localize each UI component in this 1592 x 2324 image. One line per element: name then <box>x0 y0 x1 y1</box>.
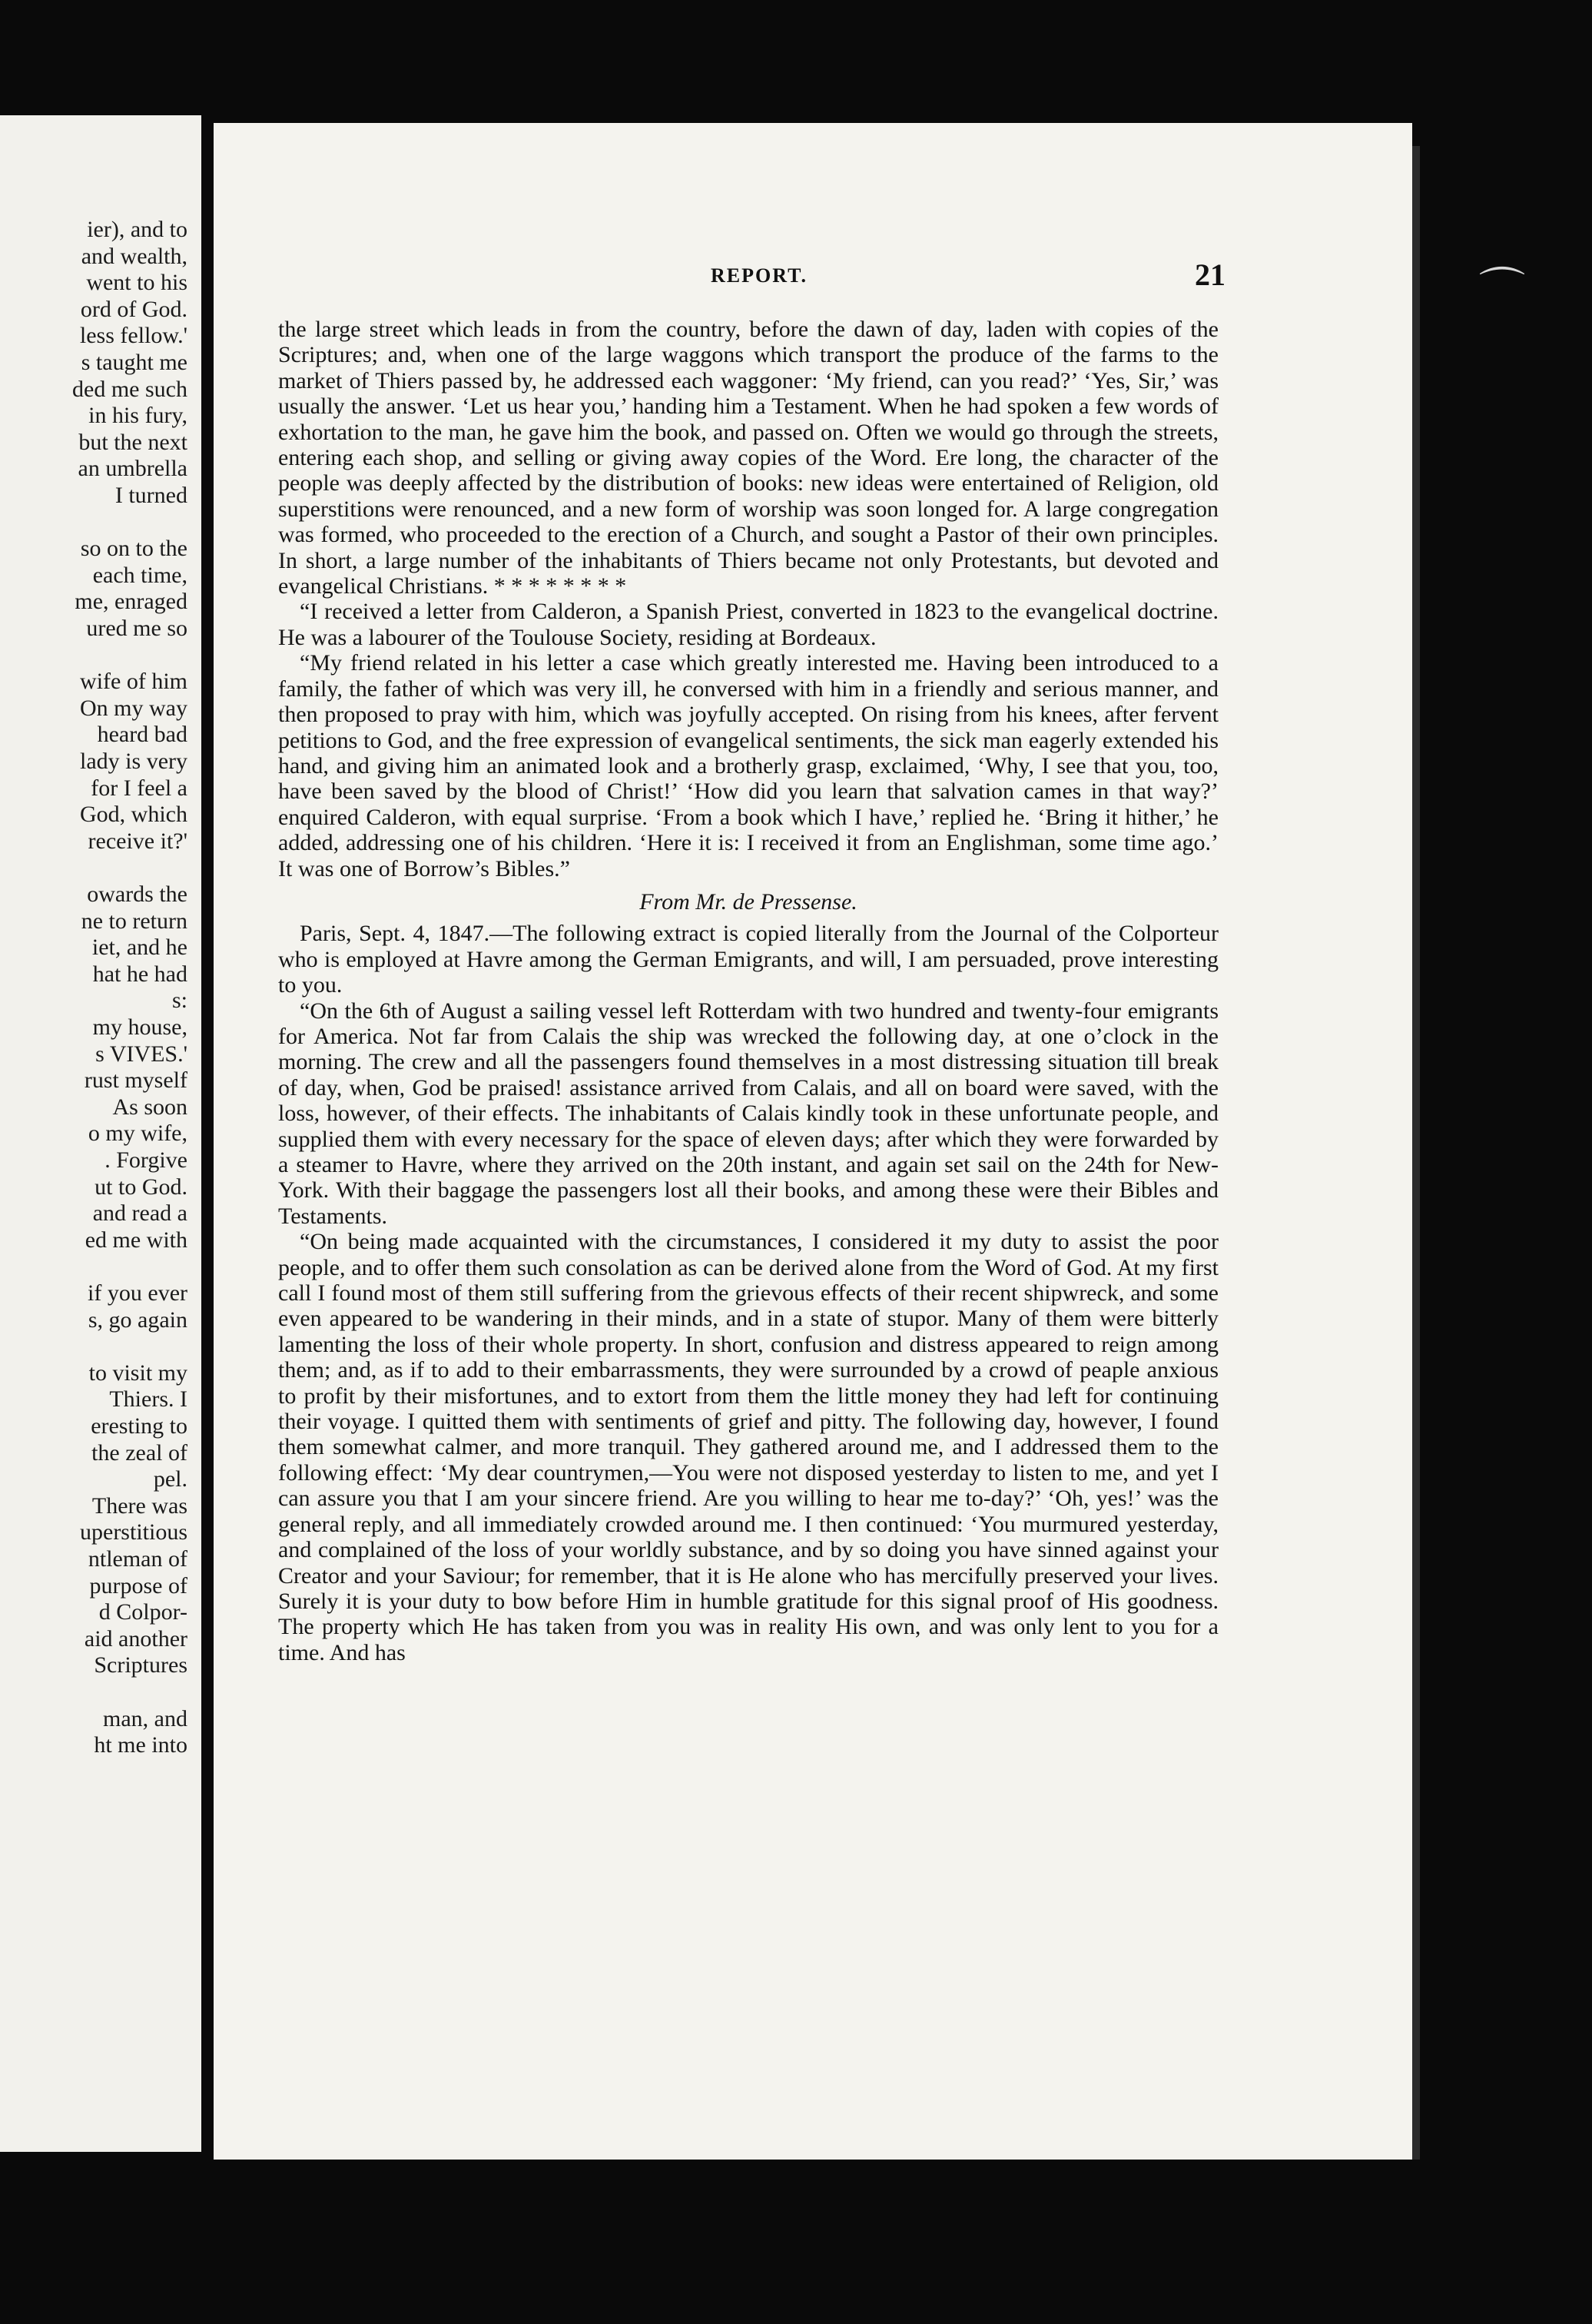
paragraph-calderon-letter: “I received a letter from Calderon, a Spanish Priest, converted in 1823 to the evangelical doctrine. He was a labourer of the Toulouse Society, residing at Bordeaux. <box>278 599 1219 650</box>
left-page-fragment <box>0 115 201 2152</box>
left-page-line: pel. <box>153 1466 187 1492</box>
left-page-line: wife of him <box>80 669 187 695</box>
paragraph-consolation: “On being made acquainted with the circumstances, I considered it my duty to assist the poor people, and to offer them such consolation as can be derived alone from the Word of God. At my first call I found most of them still suffering from the grievous effects of their recent shipwreck, and some even appeared to be wandering in their minds, and in a state of stupor. Many of them were bitterly lamenting the loss of their whole property. In short, confusion and distress appeared to reign among them; and, as if to add to their embarrassments, they were surrounded by a crowd of peaple anxious to profit by their misfortunes, and to extort from them the little money they had left for continuing their voyage. I quitted them with sentiments of grief and pitty. The following day, however, I found them somewhat calmer, and more tranquil. They gathered around me, and I addressed them to the following effect: ‘My dear countrymen,—You were not disposed yesterday to listen to me, and yet I can assure you that I am your sincere friend. Are you willing to hear me to-day?’ ‘Oh, yes!’ was the general reply, and all immediately crowded around me. I then continued: ‘You murmured yesterday, and complained of the loss of your worldly substance, and by so doing you have sinned against your Creator and your Saviour; for remember, that it is He alone who has mercifully preserved your lives. Surely it is your duty to bow before Him in humble gratitude for this signal proof of His goodness. The property which He has taken from you was in reality His own, and was only lent to you for a time. And has <box>278 1229 1219 1665</box>
left-page-line: ured me so <box>86 616 187 641</box>
paragraph-calderon-case: “My friend related in his letter a case which greatly interested me. Having been introduced to a family, the father of which was very ill, he conversed with him in a friendly and serious manner, and then proposed to pray with him, which was joyfully accepted. On rising from his knees, after fervent petitions to God, and the free expression of evangelical sentiments, the sick man eagerly extended his hand, and giving him an animated look and a brotherly grasp, exclaimed, ‘Why, I see that you, too, have been saved by the blood of Christ!’ ‘How did you learn that salvation cames in that way?’ enquired Calderon, with equal surprise. ‘From a book which I have,’ replied he. ‘Bring it hither,’ he added, addressing one of his children. ‘Here it is: I received it from an Englishman, some time ago.’ It was one of Borrow’s Bibles.” <box>278 650 1219 881</box>
left-page-line: s VIVES.' <box>95 1041 187 1067</box>
left-page-line: owards the <box>87 881 187 907</box>
left-page-line: ntleman of <box>88 1546 187 1572</box>
left-page-line: Thiers. I <box>109 1386 187 1413</box>
left-page-line: Scriptures <box>94 1652 187 1678</box>
page-header <box>273 257 1226 295</box>
left-page-line: On my way <box>80 695 187 721</box>
paragraph-paris-intro: Paris, Sept. 4, 1847.—The following extract is copied literally from the Journal of the Colporteur who is employed at Havre among the German Emigrants, and will, I am persuaded, prove interesting to you. <box>278 921 1219 998</box>
left-page-line: and wealth, <box>81 243 187 269</box>
left-page-line: for I feel a <box>91 775 187 801</box>
left-page-line: I turned <box>114 483 187 508</box>
left-page-line: rust myself <box>84 1067 187 1094</box>
left-page-line: in his fury, <box>88 403 187 429</box>
left-page-line: s: <box>171 988 187 1014</box>
left-page-line: . Forgive <box>104 1147 187 1173</box>
left-page-line: if you ever <box>88 1280 187 1306</box>
left-page-line: heard bad <box>97 722 187 748</box>
left-page-line: s taught me <box>81 350 187 375</box>
left-page-line: lady is very <box>80 749 187 774</box>
left-page-line: ier), and to <box>87 217 187 242</box>
left-page-line: uperstitious <box>80 1519 187 1545</box>
left-page-line: ne to return <box>81 908 187 934</box>
left-page-line: and read a <box>92 1200 187 1227</box>
section-heading: From Mr. de Pressense. <box>639 888 857 915</box>
left-page-line: man, and <box>103 1705 187 1731</box>
body-text <box>278 317 1219 1665</box>
left-page-line: went to his <box>86 270 187 296</box>
paragraph-shipwreck: “On the 6th of August a sailing vessel left Rotterdam with two hundred and twenty-four emigrants for America. Not far from Calais the ship was wrecked the following day, at one o’clock in the morning. The crew and all the passengers found themselves in a most distressing situation till break of day, when, God be praised! assistance arrived from Calais, and all on board were saved, with the loss, however, of their effects. The inhabitants of Calais kindly took in these unfortunate people, and supplied them with every necessary for the space of eleven days; after which they were forwarded by a steamer to Havre, where they arrived on the 20th instant, and again set sail on the 24th for New-York. With their baggage the passengers lost all their books, and among these were their Bibles and Testaments. <box>278 998 1219 1229</box>
left-page-line: each time, <box>92 562 187 588</box>
left-page-line: aid another <box>84 1625 187 1652</box>
left-page-line: s, go again <box>88 1306 187 1333</box>
left-page-line: the zeal of <box>91 1439 187 1466</box>
left-page-line: me, enraged <box>75 589 187 615</box>
left-page-line: to visit my <box>88 1360 187 1386</box>
left-page-line: hat he had <box>92 961 187 987</box>
scan-mark: ⌒ <box>1479 264 1525 317</box>
left-page-line: receive it?' <box>88 828 187 854</box>
left-page-line: ht me into <box>94 1732 187 1758</box>
left-page-line: iet, and he <box>91 935 187 961</box>
left-page-line: ded me such <box>72 376 187 402</box>
left-page-line: less fellow.' <box>79 323 187 349</box>
left-page-line: As soon <box>112 1094 187 1120</box>
book-gutter <box>201 115 214 2152</box>
left-page-line: ord of God. <box>80 296 187 322</box>
paragraph-thiers: the large street which leads in from the country, before the dawn of day, laden with copies of the Scriptures; and, when one of the large waggons which transport the produce of the farms to the market of Thiers passed by, he addressed each waggoner: ‘My friend, can you read?’ ‘Yes, Sir,’ was usually the answer. ‘Let us hear you,’ handing him a Testament. When he had spoken a few words of exhortation to the man, he gave him the book, and passed on. Often we would go through the streets, entering each shop, and selling or giving away copies of the Word. Ere long, the character of the people was deeply affected by the distribution of books: new ideas were entertained of Religion, old superstitions were renounced, and a new form of worship was soon longed for. A large congregation was formed, who proceeded to the erection of a Church, and sought a Pastor of their own principles. In short, a large number of the inhabitants of Thiers became not only Protestants, but devoted and evangelical Christians. * * * * * * * * <box>278 317 1219 599</box>
left-page-line: purpose of <box>89 1572 187 1599</box>
left-page-line: ut to God. <box>95 1174 187 1200</box>
page-number: 21 <box>1195 257 1226 292</box>
left-page-line: but the next <box>78 429 187 455</box>
left-page-line: an umbrella <box>78 456 187 482</box>
running-head: REPORT. <box>711 264 808 287</box>
page-edge <box>1412 146 1420 2160</box>
left-page-line: so on to the <box>80 536 187 562</box>
left-page-line: eresting to <box>91 1413 187 1439</box>
left-page-line: God, which <box>80 802 187 828</box>
left-page-line: o my wife, <box>88 1120 187 1147</box>
left-page-line: d Colpor- <box>98 1599 187 1625</box>
left-page-line: my house, <box>92 1014 187 1040</box>
left-page-line: ed me with <box>85 1227 187 1253</box>
left-page-line: There was <box>91 1492 187 1519</box>
